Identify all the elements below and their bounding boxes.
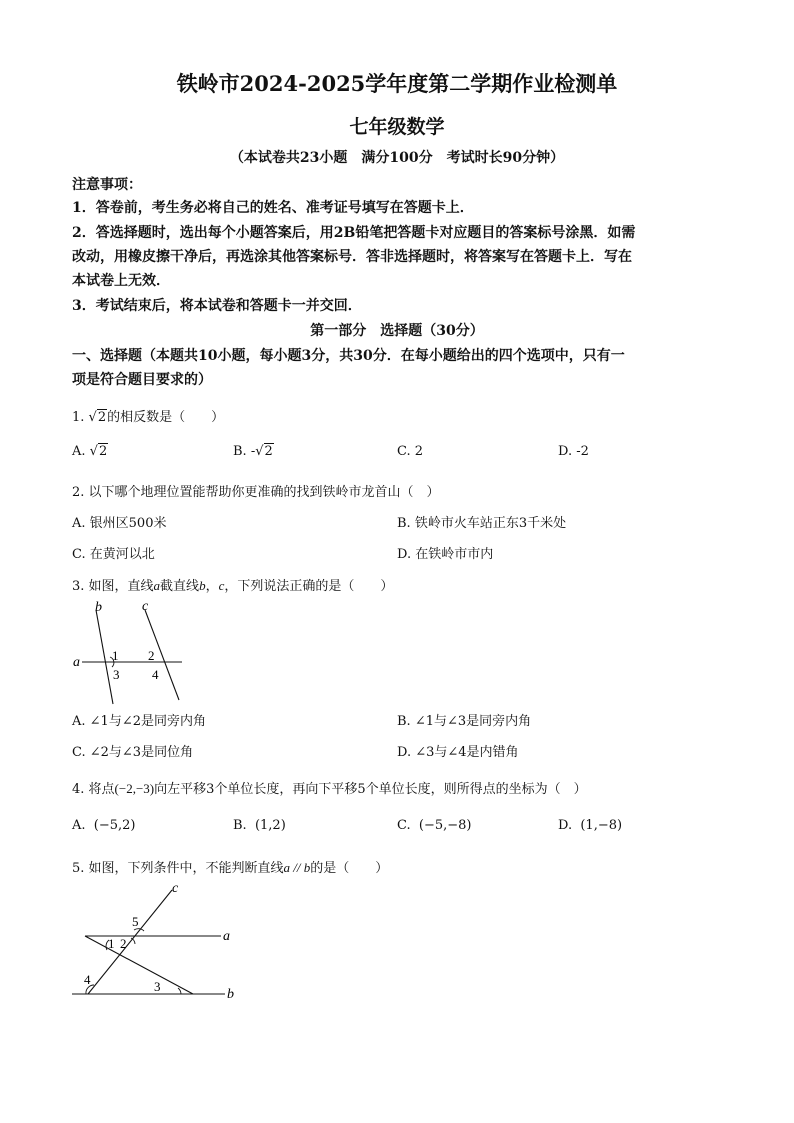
question-1	[72, 406, 224, 425]
notice-item-3: 3．考试结束后，将本试卷和答题卡一并交回．	[72, 298, 362, 314]
q2-option-d[interactable]: D. 在铁岭市市内	[397, 547, 494, 562]
notice-item-2-line-1: 2．答选择题时，选出每个小题答案后，用2B铅笔把答题卡对应题目的答案标号涂黑．如需	[72, 225, 636, 241]
sqrt-radicand: 2	[97, 410, 107, 425]
question-1-stem: 的相反数是（ ）	[107, 410, 225, 425]
q1-option-c[interactable]: C. 2	[397, 444, 424, 459]
label-c: c	[142, 599, 149, 614]
question-5-stem: 5. 如图，下列条件中，不能判断直线a // b的是（ ）	[72, 860, 389, 876]
angle-4: 4	[152, 667, 159, 682]
q5-figure	[68, 880, 248, 1005]
label-b: b	[95, 600, 102, 615]
q2-option-c[interactable]: C. 在黄河以北	[72, 547, 155, 562]
q4-option-d[interactable]: D. (1,−8)	[558, 818, 623, 833]
q2-option-b[interactable]: B. 铁岭市火车站正东3千米处	[397, 516, 567, 531]
q3-option-a[interactable]: A. ∠1与∠2是同旁内角	[72, 714, 206, 729]
q4-option-b[interactable]: B. (1,2)	[233, 818, 286, 833]
label-a: a	[73, 655, 80, 670]
angle-1: 1	[112, 648, 119, 663]
transversal-line	[85, 936, 193, 994]
q2-option-a[interactable]: A. 银州区500米	[72, 516, 167, 531]
point-coordinate: (−2,−3)	[114, 781, 155, 796]
question-3-stem: 3. 如图，直线a截直线b，c，下列说法正确的是（ ）	[72, 578, 394, 594]
angle-3: 3	[154, 979, 161, 994]
q1-option-d[interactable]: D. -2	[558, 444, 589, 459]
q3-option-b[interactable]: B. ∠1与∠3是同旁内角	[397, 714, 532, 729]
sqrt-expression: √2	[88, 410, 107, 425]
q4-option-a[interactable]: A. (−5,2)	[72, 818, 136, 833]
sqrt-expression: √2	[255, 444, 273, 459]
angle-3: 3	[113, 667, 120, 682]
angle-2: 2	[148, 648, 155, 663]
angle-4: 4	[84, 972, 91, 987]
label-b: b	[227, 987, 234, 1002]
part1-heading: 第一部分 选择题（30分）	[310, 323, 484, 339]
section-instructions-line-1: 一、选择题（本题共10小题，每小题3分，共30分．在每小题给出的四个选项中，只有一	[72, 348, 625, 364]
parallel-expression: a // b	[283, 860, 311, 875]
exam-subtitle: 七年级数学	[349, 116, 445, 138]
section-instructions-line-2: 项是符合题目要求的）	[72, 372, 212, 388]
q1-option-a[interactable]: A. √2	[72, 444, 108, 459]
angle-arc-3	[178, 988, 181, 994]
exam-title: 铁岭市2024-2025学年度第二学期作业检测单	[176, 71, 618, 96]
notice-item-2-line-2: 改动，用橡皮擦干净后，再选涂其他答案标号．答非选择题时，将答案写在答题卡上．写在	[72, 249, 632, 265]
question-1-number: 1.	[72, 410, 85, 425]
q3-option-d[interactable]: D. ∠3与∠4是内错角	[397, 745, 519, 760]
question-4-stem: 4. 将点(−2,−3)向左平移3个单位长度，再向下平移5个单位长度，则所得点的坐标为（ ）	[72, 781, 587, 797]
q3-figure	[70, 598, 195, 710]
notice-item-1: 1．答卷前，考生务必将自己的姓名、准考证号填写在答题卡上．	[72, 200, 474, 216]
angle-1: 1	[108, 936, 115, 951]
q1-option-b[interactable]: B. -√2	[233, 444, 273, 459]
label-c: c	[172, 881, 179, 896]
angle-2: 2	[120, 936, 127, 951]
notice-item-2-line-3: 本试卷上无效．	[72, 273, 170, 289]
sqrt-expression: √2	[89, 444, 108, 459]
exam-info: （本试卷共23小题 满分100分 考试时长90分钟）	[229, 150, 565, 166]
angle-arc-2	[131, 938, 135, 944]
question-2-stem: 2. 以下哪个地理位置能帮助你更准确的找到铁岭市龙首山（ ）	[72, 485, 440, 500]
q4-option-c[interactable]: C. (−5,−8)	[397, 818, 472, 833]
angle-5: 5	[132, 914, 139, 929]
notice-heading: 注意事项：	[72, 177, 142, 193]
q3-option-c[interactable]: C. ∠2与∠3是同位角	[72, 745, 194, 760]
label-a: a	[223, 929, 230, 944]
